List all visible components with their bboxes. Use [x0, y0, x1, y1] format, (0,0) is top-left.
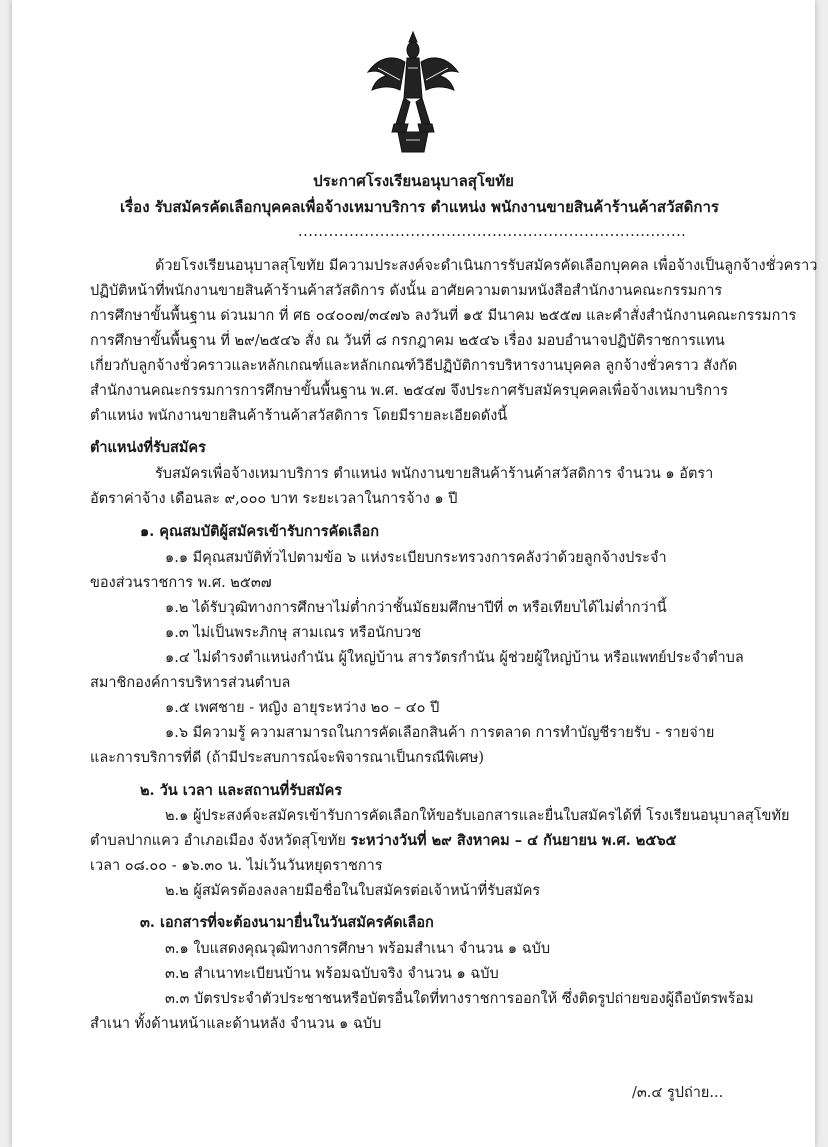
- garuda-emblem-icon: [364, 28, 462, 156]
- divider-dots: ............................................................................: [298, 224, 687, 240]
- position-line: รับสมัครเพื่อจ้างเหมาบริการ ตำแหน่ง พนักงานขายสินค้าร้านค้าสวัสดิการ จำนวน ๑ อัตรา: [155, 466, 714, 482]
- section-2-heading: ๒. วัน เวลา และสถานที่รับสมัคร: [140, 782, 343, 799]
- section-1-item: ๑.๓ ไม่เป็นพระภิกษุ สามเณร หรือนักบวช: [165, 625, 422, 641]
- intro-line: การศึกษาขั้นพื้นฐาน ที่ ๒๙/๒๕๔๖ สั่ง ณ วันที่ ๘ กรกฎาคม ๒๕๔๖ เรื่อง มอบอำนาจปฏิบัติราชการแทน: [90, 333, 725, 349]
- intro-line: เกี่ยวกับลูกจ้างชั่วคราวและหลักเกณฑ์และหลักเกณฑ์วิธีปฏิบัติการบริหารงานบุคคล ลูกจ้างชั่วคราว สังกัด: [90, 358, 738, 374]
- section-1-item: สมาชิกองค์การบริหารส่วนตำบล: [90, 675, 291, 691]
- intro-line: ด้วยโรงเรียนอนุบาลสุโขทัย มีความประสงค์จะดำเนินการรับสมัครคัดเลือกบุคคล เพื่อจ้างเป็นลูกจ้างชั่วคราว: [155, 258, 818, 274]
- section-3-item: สำเนา ทั้งด้านหน้าและด้านหลัง จำนวน ๑ ฉบับ: [90, 1016, 382, 1032]
- section-1-item: ๑.๒ ได้รับวุฒิทางการศึกษาไม่ต่ำกว่าชั้นมัธยมศึกษาปีที่ ๓ หรือเทียบได้ไม่ต่ำกว่านี้: [165, 600, 667, 616]
- position-line: อัตราค่าจ้าง เดือนละ ๙,๐๐๐ บาท ระยะเวลาในการจ้าง ๑ ปี: [90, 491, 458, 507]
- section-1-item: ๑.๑ มีคุณสมบัติทั่วไปตามข้อ ๖ แห่งระเบียบกระทรวงการคลังว่าด้วยลูกจ้างประจำ: [165, 550, 667, 566]
- section-3-item: ๓.๓ บัตรประจำตัวประชาชนหรือบัตรอื่นใดที่ทางราชการออกให้ ซึ่งติดรูปถ่ายของผู้ถือบัตรพร้อม: [165, 991, 754, 1007]
- section-1-heading: ๑. คุณสมบัติผู้สมัครเข้ารับการคัดเลือก: [140, 523, 380, 540]
- section-3-heading: ๓. เอกสารที่จะต้องนามายื่นในวันสมัครคัดเลือก: [140, 914, 434, 931]
- intro-line: ปฏิบัติหน้าที่พนักงานขายสินค้าร้านค้าสวัสดิการ ดังนั้น อาศัยความตามหนังสือสำนักงานคณะกรรมการ: [90, 283, 723, 299]
- section-1-item: ๑.๔ ไม่ดำรงตำแหน่งกำนัน ผู้ใหญ่บ้าน สารวัตรกำนัน ผู้ช่วยผู้ใหญ่บ้าน หรือแพทย์ประจำตำบล: [165, 650, 744, 666]
- section-1-item: และการบริการที่ดี (ถ้ามีประสบการณ์จะพิจารณาเป็นกรณีพิเศษ): [90, 750, 485, 766]
- section-1-item: ๑.๖ มีความรู้ ความสามารถในการคัดเลือกสินค้า การตลาด การทำบัญชีรายรับ - รายจ่าย: [165, 725, 715, 741]
- section-2-item: [90, 831, 677, 851]
- intro-line: การศึกษาขั้นพื้นฐาน ด่วนมาก ที่ ศธ ๐๔๐๐๗/๓๔๗๖ ลงวันที่ ๑๕ มีนาคม ๒๕๕๗ และคำสั่งสำนักงานคณะกรรมการ: [90, 308, 797, 324]
- section-2-location: ตำบลปากแคว อำเภอเมือง จังหวัดสุโขทัย: [90, 833, 346, 849]
- continuation-note: /๓.๔ รูปถ่าย...: [632, 1085, 724, 1101]
- intro-line: สำนักงานคณะกรรมการการศึกษาขั้นพื้นฐาน พ.ศ. ๒๕๔๗ จึงประกาศรับสมัครบุคคลเพื่อจ้างเหมาบริการ: [90, 383, 729, 399]
- section-2-item: ๒.๒ ผู้สมัครต้องลงลายมือชื่อในใบสมัครต่อเจ้าหน้าที่รับสมัคร: [165, 883, 541, 899]
- document-page: [12, 0, 818, 1147]
- announcement-subject: เรื่อง รับสมัครคัดเลือกบุคคลเพื่อจ้างเหมาบริการ ตำแหน่ง พนักงานขายสินค้าร้านค้าสวัสดิการ: [120, 198, 719, 216]
- intro-line: ตำแหน่ง พนักงานขายสินค้าร้านค้าสวัสดิการ โดยมีรายละเอียดดังนี้: [90, 408, 508, 424]
- section-3-item: ๓.๑ ใบแสดงคุณวุฒิทางการศึกษา พร้อมสำเนา จำนวน ๑ ฉบับ: [165, 941, 551, 957]
- section-3-item: ๓.๒ สำเนาทะเบียนบ้าน พร้อมฉบับจริง จำนวน ๑ ฉบับ: [165, 966, 499, 982]
- position-heading: ตำแหน่งที่รับสมัคร: [90, 439, 206, 456]
- section-2-item: ๒.๑ ผู้ประสงค์จะสมัครเข้ารับการคัดเลือกให้ขอรับเอกสารและยื่นใบสมัครได้ที่ โรงเรียนอนุบาลสุโขทัย: [165, 808, 790, 824]
- section-2-date-range: ระหว่างวันที่ ๒๙ สิงหาคม – ๔ กันยายน พ.ศ. ๒๕๖๕: [350, 832, 677, 849]
- section-1-item: ๑.๕ เพศชาย - หญิง อายุระหว่าง ๒๐ – ๔๐ ปี: [165, 700, 440, 716]
- section-2-item: เวลา ๐๘.๐๐ - ๑๖.๓๐ น. ไม่เว้นวันหยุดราชการ: [90, 858, 383, 874]
- announcement-title: ประกาศโรงเรียนอนุบาลสุโขทัย: [313, 172, 514, 190]
- section-1-item: ของส่วนราชการ พ.ศ. ๒๕๓๗: [90, 575, 272, 591]
